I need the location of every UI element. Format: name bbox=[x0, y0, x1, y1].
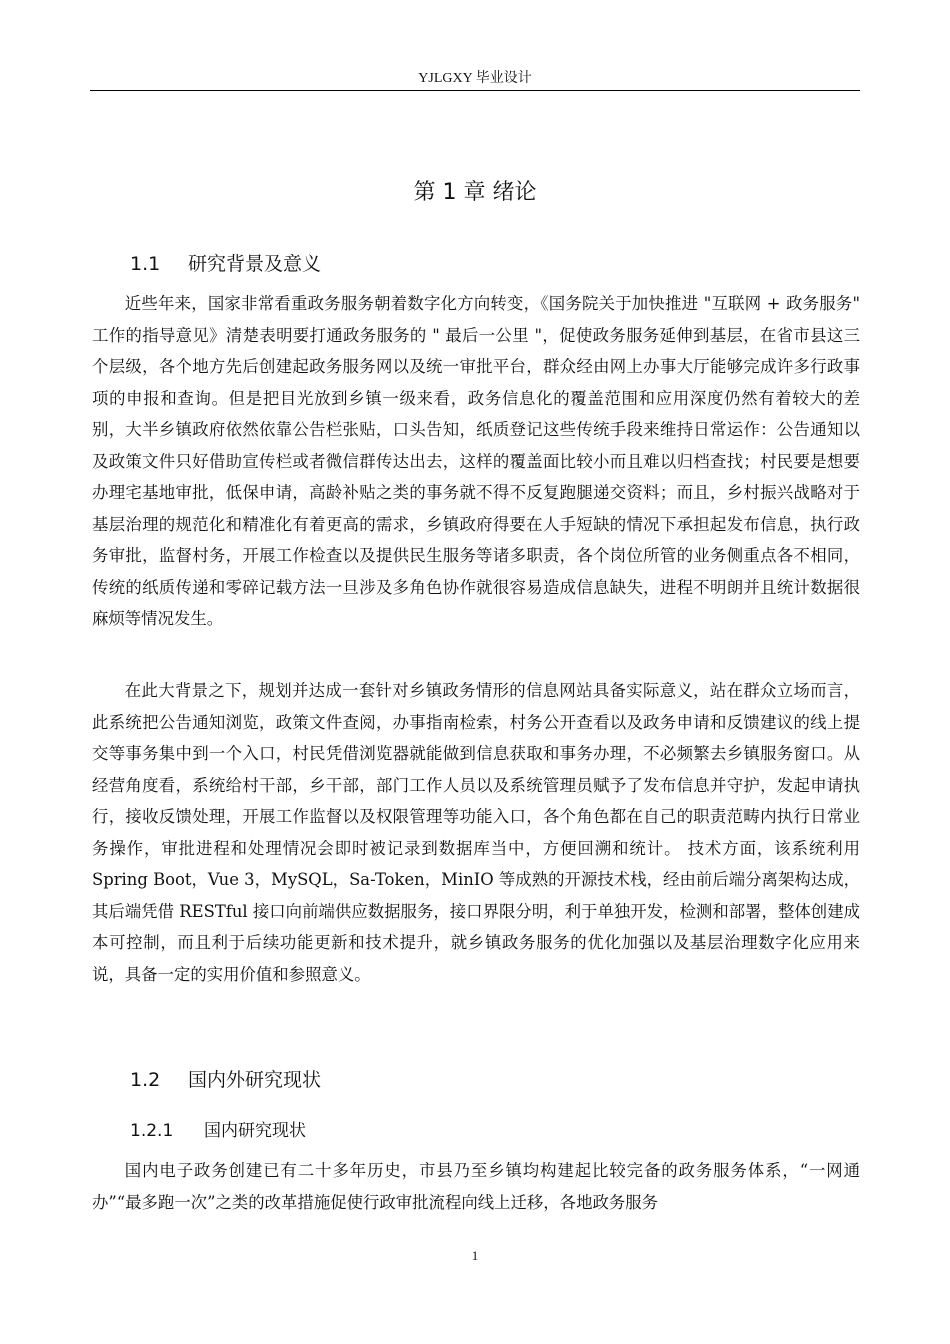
section-heading-1-1 bbox=[130, 250, 321, 278]
section-number: 1.1 bbox=[130, 253, 161, 275]
subsection-number: 1.2.1 bbox=[130, 1121, 174, 1141]
subsection-title: 国内研究现状 bbox=[204, 1121, 306, 1141]
section-title: 国内外研究现状 bbox=[188, 1069, 322, 1091]
body-paragraph-3: 国内电子政务创建已有二十多年历史，市县乃至乡镇均构建起比较完备的政务服务体系，“一网通办”“最多跑一次”之类的改革措施促使行政审批流程向线上迁移，各地政务服务 bbox=[92, 1161, 860, 1212]
chapter-title: 第 1 章 绪论 bbox=[413, 180, 537, 205]
subsection-heading-1-2-1 bbox=[130, 1118, 306, 1144]
running-header: YJLGXY 毕业设计 bbox=[418, 71, 532, 86]
section-heading-1-2 bbox=[130, 1066, 321, 1094]
body-paragraph-2: 在此大背景之下，规划并达成一套针对乡镇政务情形的信息网站具备实际意义，站在群众立场而言，此系统把公告通知浏览，政策文件查阅，办事指南检索，村务公开查看以及政务申请和反馈建议的线上提交等事务集中到一个入口，村民凭借浏览器就能做到信息获取和事务办理，不必频繁去乡镇服务窗口。从经营角度看，系统给村干部，乡干部，部门工作人员以及系统管理员赋予了发布信息并守护，发起申请执行，接收反馈处理，开展工作监督以及权限管理等功能入口，各个角色都在自己的职责范畴内执行日常业务操作，审批进程和处理情况会即时被记录到数据库当中，方便回溯和统计。 技术方面，该系统利用 Spring Boot，Vue 3，MySQL，Sa-Token，MinIO 等成熟的开源技术栈，经由前后端分离架构达成，其后端凭借 RESTful 接口向前端供应数据服务，接口界限分明，利于单独开发，检测和部署，整体创建成本可控制，而且利于后续功能更新和技术提升，就乡镇政务服务的优化加强以及基层治理数字化应用来说，具备一定的实用价值和参照意义。 bbox=[92, 681, 860, 984]
section-title: 研究背景及意义 bbox=[188, 253, 322, 275]
header-rule bbox=[90, 90, 860, 91]
page-number: 1 bbox=[471, 1248, 479, 1263]
body-paragraph-1: 近些年来，国家非常看重政务服务朝着数字化方向转变，《国务院关于加快推进 "互联网 + 政务服务" 工作的指导意见》清楚表明要打通政务服务的 " 最后一公里 "，促使政务服务延伸到基层，在省市县这三个层级，各个地方先后创建起政务服务网以及统一审批平台，群众经由网上办事大厅能够完成许多行政事项的申报和查询。但是把目光放到乡镇一级来看，政务信息化的覆盖范围和应用深度仍然有着较大的差别，大半乡镇政府依然依靠公告栏张贴，口头告知，纸质登记这些传统手段来维持日常运作：公告通知以及政策文件只好借助宣传栏或者微信群传达出去，这样的覆盖面比较小而且难以归档查找；村民要是想要办理宅基地审批，低保申请，高龄补贴之类的事务就不得不反复跑腿递交资料；而且，乡村振兴战略对于基层治理的规范化和精准化有着更高的需求，乡镇政府得要在人手短缺的情况下承担起发布信息，执行政务审批，监督村务，开展工作检查以及提供民生服务等诸多职责，各个岗位所管的业务侧重点各不相同，传统的纸质传递和零碎记载方法一旦涉及多角色协作就很容易造成信息缺失，进程不明朗并且统计数据很麻烦等情况发生。 bbox=[92, 294, 860, 628]
section-number: 1.2 bbox=[130, 1069, 161, 1091]
